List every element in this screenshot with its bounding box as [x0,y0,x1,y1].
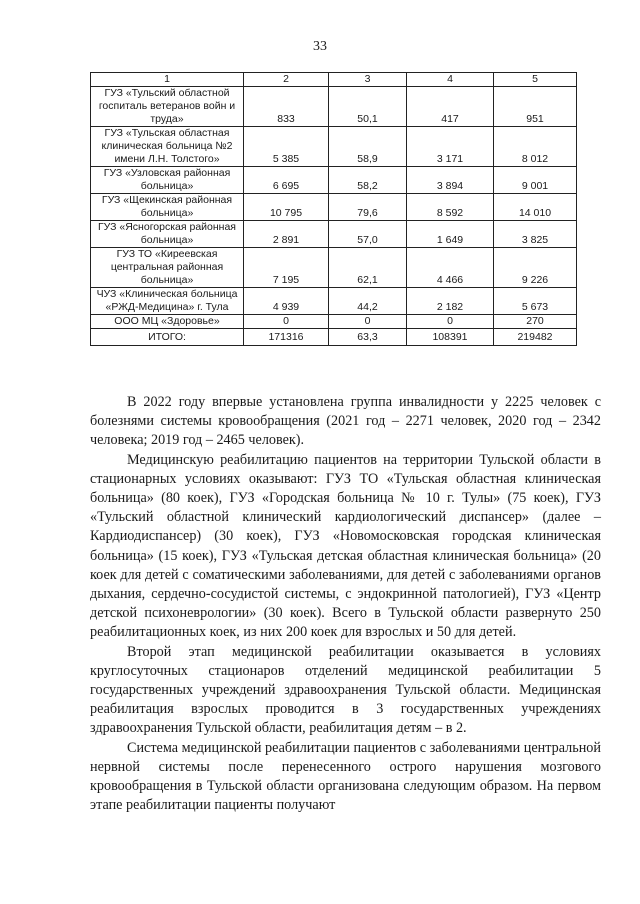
table-cell: 951 [494,87,577,127]
table-cell: 1 649 [407,221,494,248]
total-label: ИТОГО: [91,329,244,346]
table-cell: 7 195 [244,248,329,288]
table-cell: 833 [244,87,329,127]
paragraph: В 2022 году впервые установлена группа инвалидности у 2225 человек с болезнями системы кровообращения (2021 год – 2271 человек, 2020 год – 2342 человека; 2019 год – 2465 человек). [90,394,601,449]
institution-name: ГУЗ «Тульский областной госпиталь ветеранов войн и труда» [91,87,244,127]
paragraph: Медицинскую реабилитацию пациентов на территории Тульской области в стационарных условиях оказывают: ГУЗ ТО «Тульская областная клиническая больница» (80 коек), ГУЗ «Городская больница № 10 г. Тулы» (75 коек), ГУЗ «Тульский областной клинический кардиологический диспансер» (далее – Кардиодиспансер) (30 коек), ГУЗ «Новомосковская городская клиническая больница» (15 коек), ГУЗ «Тульская детская областная клиническая больница» (20 коек для детей с соматическими заболеваниями, для детей с заболеваниями органов дыхания, сердечно-сосудистой системы, с эндокринной патологией), ГУЗ «Центр детской психоневрологии» (30 коек). Всего в Тульской области развернуто 250 реабилитационных коек, из них 200 коек для взрослых и 50 для детей. [90,451,601,641]
body-text [90,393,601,815]
total-cell: 171316 [244,329,329,346]
table-cell: 58,9 [329,127,407,167]
institution-name: ГУЗ «Узловская районная больница» [91,167,244,194]
table-cell: 417 [407,87,494,127]
paragraph: Система медицинской реабилитации пациентов с заболеваниями центральной нервной системы после перенесенного острого нарушения мозгового кровообращения в Тульской области организована следующим образом. На первом этапе реабилитации пациенты получают [90,739,601,814]
page-number: 33 [313,39,327,54]
total-cell: 63,3 [329,329,407,346]
table-row [91,315,577,329]
table-row [91,127,577,167]
table-cell: 58,2 [329,167,407,194]
table-row [91,194,577,221]
institution-name: ГУЗ «Ясногорская районная больница» [91,221,244,248]
table-cell: 3 894 [407,167,494,194]
table-row [91,167,577,194]
table-row [91,288,577,315]
institution-name: ГУЗ «Тульская областная клиническая больница №2 имени Л.Н. Толстого» [91,127,244,167]
table-total-row [91,329,577,346]
table-cell: 62,1 [329,248,407,288]
institution-name: ООО МЦ «Здоровье» [91,315,244,329]
table-cell: 10 795 [244,194,329,221]
table-cell: 2 891 [244,221,329,248]
institution-name: ГУЗ «Щекинская районная больница» [91,194,244,221]
table-cell: 0 [329,315,407,329]
institution-name: ГУЗ ТО «Киреевская центральная районная больница» [91,248,244,288]
hospital-statistics-table [90,72,577,346]
table-cell: 50,1 [329,87,407,127]
table-cell: 4 939 [244,288,329,315]
table-row [91,248,577,288]
column-header: 3 [329,73,407,87]
column-header: 4 [407,73,494,87]
table-cell: 9 001 [494,167,577,194]
total-cell: 219482 [494,329,577,346]
table-row [91,87,577,127]
table-cell: 4 466 [407,248,494,288]
column-header: 2 [244,73,329,87]
table-cell: 5 673 [494,288,577,315]
paragraph: Второй этап медицинской реабилитации оказывается в условиях круглосуточных стационаров отделений медицинской реабилитации 5 государственных учреждений здравоохранения Тульской области. Медицинская реабилитация взрослых проводится в 3 государственных учреждениях здравоохранения Тульской области, реабилитация детям – в 2. [90,643,601,737]
table-cell: 2 182 [407,288,494,315]
column-header: 1 [91,73,244,87]
total-cell: 108391 [407,329,494,346]
table-cell: 6 695 [244,167,329,194]
table-cell: 270 [494,315,577,329]
table-row [91,221,577,248]
table-cell: 3 825 [494,221,577,248]
table-cell: 8 012 [494,127,577,167]
table-cell: 8 592 [407,194,494,221]
table-cell: 0 [244,315,329,329]
table-cell: 0 [407,315,494,329]
table-cell: 57,0 [329,221,407,248]
table-cell: 9 226 [494,248,577,288]
table-cell: 79,6 [329,194,407,221]
table-cell: 14 010 [494,194,577,221]
column-header: 5 [494,73,577,87]
table-cell: 3 171 [407,127,494,167]
table-cell: 44,2 [329,288,407,315]
table-cell: 5 385 [244,127,329,167]
institution-name: ЧУЗ «Клиническая больница «РЖД-Медицина» г. Тула [91,288,244,315]
table-header-row [91,73,577,87]
